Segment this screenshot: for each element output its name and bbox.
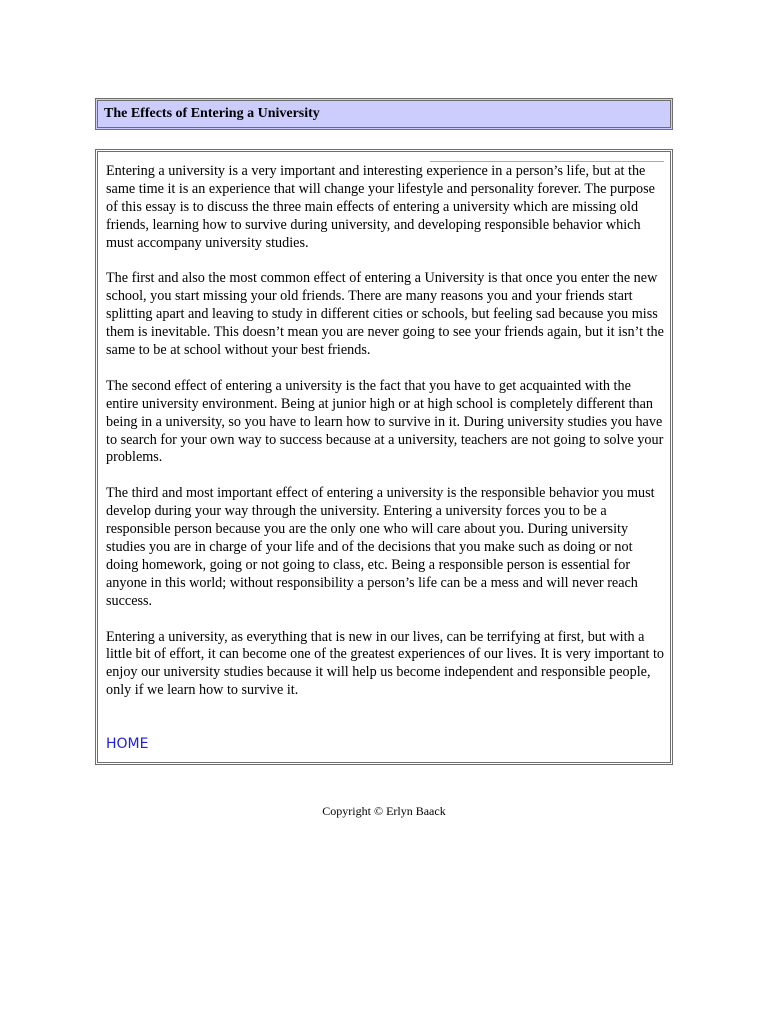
essay-paragraph-conclusion: Entering a university, as everything that is new in our lives, can be terrifying at first, but with a little bit of effort, it can become one of the greatest experiences of our lives. It is very important to enjoy our university studies because it will help us become independent and responsible people, only if we learn how to survive it. <box>106 628 664 699</box>
home-link[interactable]: HOME <box>106 736 149 752</box>
essay-paragraph-third-effect: The third and most important effect of entering a university is the responsible behavior you must develop during your way through the university. Entering a university forces you to be a responsible person because you are the only one who will care about you. During university studies you are in charge of your life and of the decisions that you make such as doing or not doing homework, going or not going to class, etc. Being a responsible person is essential for anyone in this world; without responsibility a person’s life can be a mess and will never reach success. <box>106 485 655 609</box>
essay-paragraph-intro: Entering a university is a very important and interesting experience in a person’s life, but at the same time it is an experience that will change your lifestyle and personality forever. The purpose of this essay is to discuss the three main effects of entering a university which are missing old friends, learning how to survive during university, and developing responsible behavior which must accompany university studies. <box>106 163 655 251</box>
divider-line <box>430 161 664 162</box>
copyright-text: Copyright © Erlyn Baack <box>322 804 446 818</box>
essay-body <box>106 163 666 718</box>
essay-box <box>95 149 673 765</box>
page-title: The Effects of Entering a University <box>104 106 320 121</box>
essay-paragraph-second-effect: The second effect of entering a university is the fact that you have to get acquainted with the entire university environment. Being at junior high or at high school is completely different than being in a university, so you have to learn how to survive in it. During university studies you have to search for your own way to success because at a university, teachers are not going to solve your problems. <box>106 377 664 466</box>
title-box <box>95 98 673 130</box>
essay-paragraph-first-effect: The first and also the most common effect of entering a University is that once you enter the new school, you start missing your old friends. There are many reasons you and your friends start splitting apart and leaving to study in different cities or schools, but feeling sad because you miss them is inevitable. This doesn’t mean you are never going to see your friends again, but it isn’t the same to be at school without your best friends. <box>106 270 664 359</box>
